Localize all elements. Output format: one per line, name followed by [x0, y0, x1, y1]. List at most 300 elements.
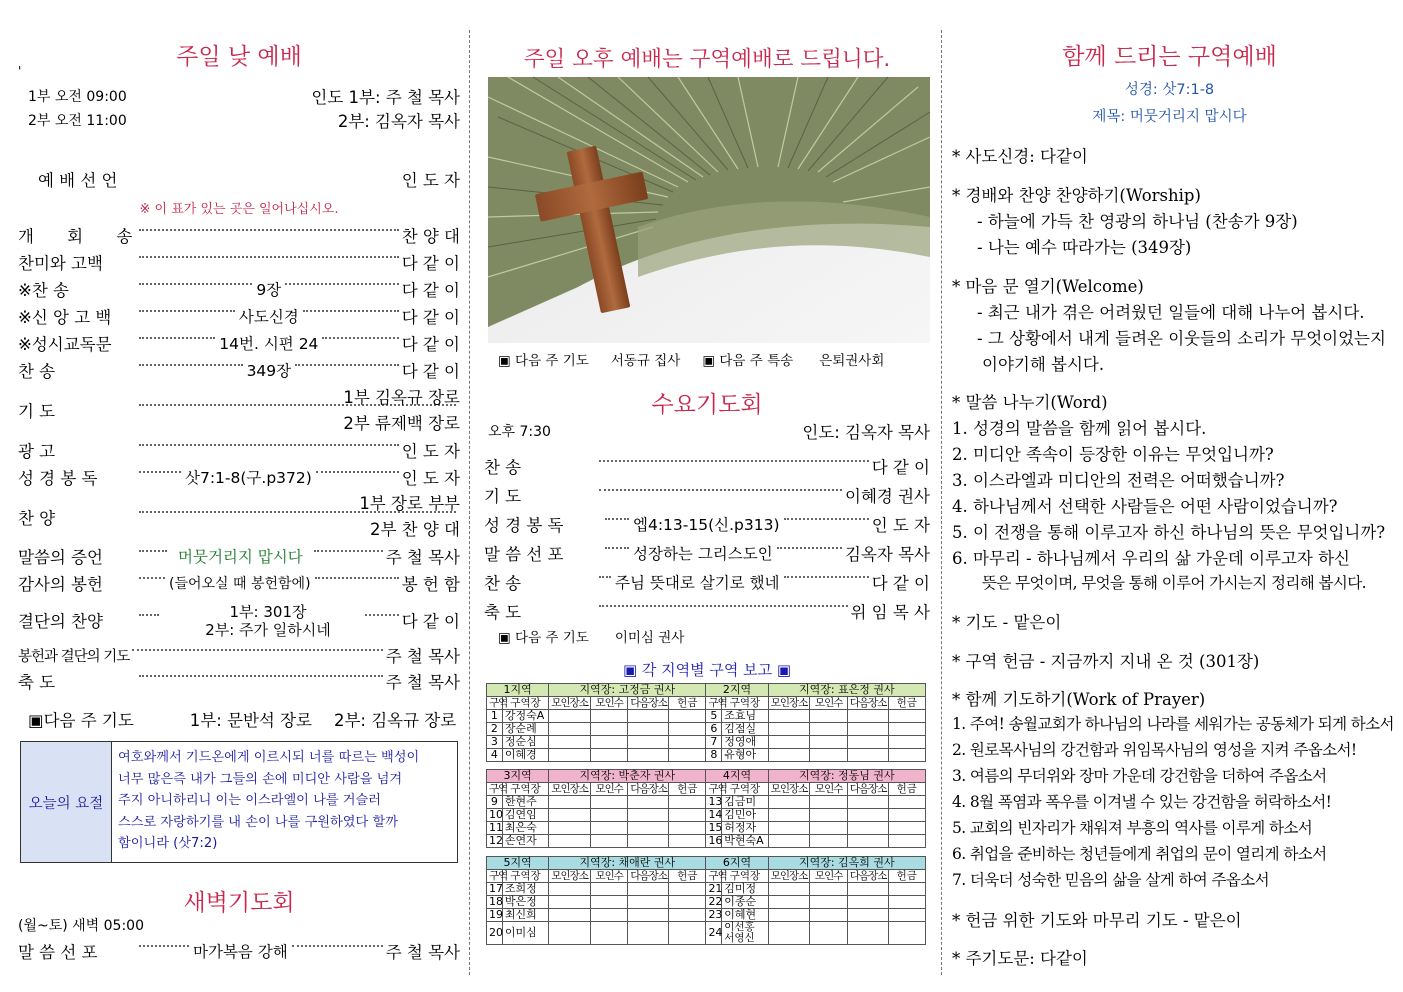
empty-cell: [768, 796, 810, 809]
order-item-right: 다 같 이: [401, 612, 460, 631]
wed-item-right: 이혜경 권사: [845, 487, 930, 506]
leader-dots: [605, 547, 629, 549]
empty-cell: [549, 710, 591, 723]
region-leader: 지역장: 표은정 권사: [768, 684, 925, 697]
empty-cell: [810, 796, 847, 809]
order-item-mid: 349장: [246, 362, 292, 380]
cell-leader: 최신희: [502, 909, 548, 922]
order-item-label: 결단의 찬양: [18, 612, 103, 631]
cell-leader: 손연자: [502, 835, 548, 848]
order-item-right: 다 같 이: [401, 308, 460, 327]
cell-leader: 정순심: [502, 736, 548, 749]
empty-cell: [888, 710, 925, 723]
next-week-special-label: ▣ 다음 주 특송: [702, 353, 794, 369]
cell-leader: 김민아: [722, 809, 768, 822]
column-header: 헌금: [669, 870, 706, 883]
leader-dots: [139, 577, 165, 579]
cell-worship-line: - 나는 예수 따라가는 (349장): [977, 238, 1192, 257]
order-item-right: 주 철 목사: [385, 673, 460, 692]
cell-worship-line: 2. 원로목사님의 강건함과 위임목사님의 영성을 지켜 주옵소서!: [952, 741, 1357, 759]
cell-leader: 조희정: [502, 883, 548, 896]
table-row: [487, 710, 926, 723]
empty-cell: [847, 883, 888, 896]
column-header: 구역장: [722, 783, 768, 796]
empty-cell: [591, 822, 628, 835]
empty-cell: [628, 710, 669, 723]
cell-leader: 박현숙A: [722, 835, 768, 848]
column-header: 모인수: [591, 870, 628, 883]
leader-dots: [139, 256, 399, 258]
order-item-right: 다 같 이: [401, 335, 460, 354]
order-item: [18, 644, 460, 666]
column-header: 구역장: [502, 697, 548, 710]
leader-dots: [784, 518, 869, 520]
wed-item-right: 김옥자 목사: [845, 545, 930, 564]
cross-palm-image: [488, 77, 930, 343]
column-header: 다음장소: [847, 783, 888, 796]
leader-dots: [777, 547, 842, 549]
today-verse-box: [20, 741, 458, 863]
empty-cell: [810, 736, 847, 749]
verse-line: 함이니라 (삿7:2): [118, 836, 218, 851]
empty-cell: [810, 809, 847, 822]
next-week-row: [484, 349, 930, 369]
order-item-label: 찬미와 고백: [18, 254, 103, 273]
leader-dots: [132, 649, 382, 651]
wed-item-label: 찬 송: [484, 574, 522, 593]
column-header: 모인수: [591, 783, 628, 796]
cell-worship-line: * 구역 헌금 - 지금까지 지내 온 것 (301장): [952, 652, 1260, 671]
empty-cell: [847, 809, 888, 822]
wed-item-label: 축 도: [484, 603, 522, 622]
cell-worship-line: * 기도 - 맡은이: [952, 613, 1062, 632]
anthem-right-2-row: [18, 518, 460, 538]
column-header: 구역장: [502, 870, 548, 883]
cell-number: 23: [706, 909, 722, 922]
empty-cell: [768, 922, 810, 945]
order-item-label: 성 경 봉 독: [18, 469, 98, 488]
order-item-right: 주 철 목사: [385, 548, 460, 567]
cell-number: 14: [706, 809, 722, 822]
cell-leader: 이혜경: [502, 749, 548, 762]
column-header: 구역: [706, 870, 722, 883]
cell-leader: 김점실: [722, 723, 768, 736]
column-header: 모인수: [810, 870, 847, 883]
wed-item-right: 다 같 이: [871, 458, 930, 477]
cell-number: 16: [706, 835, 722, 848]
service-leader-2: 2부: 김옥자 목사: [337, 112, 460, 131]
cell-leader: 장순례: [502, 723, 548, 736]
wed-item-label: 말 씀 선 포: [484, 545, 564, 564]
decision-mid-1: 1부: 301장: [229, 603, 307, 621]
empty-cell: [549, 909, 591, 922]
cell-worship-line: 6. 마무리 - 하나님께서 우리의 삶 가운데 이루고자 하신: [952, 549, 1350, 568]
empty-cell: [549, 896, 591, 909]
empty-cell: [810, 710, 847, 723]
wed-item-right: 다 같 이: [871, 574, 930, 593]
empty-cell: [549, 822, 591, 835]
scripture: 성경: 삿7:1-8: [1124, 82, 1215, 98]
empty-cell: [549, 749, 591, 762]
cell-leader: 김연임: [502, 809, 548, 822]
column-header: 다음장소: [628, 783, 669, 796]
wed-next-row: [484, 626, 930, 646]
empty-cell: [768, 736, 810, 749]
region-name: 4지역: [706, 770, 768, 783]
leader-dots: [139, 675, 383, 677]
region-leader: 지역장: 박춘자 권사: [549, 770, 706, 783]
cell-leader: 강정숙A: [502, 710, 548, 723]
region-table: [486, 856, 926, 945]
column-header: 모인수: [810, 783, 847, 796]
cell-worship-line: 3. 이스라엘과 미디안의 전력은 어떠했습니까?: [952, 471, 1285, 490]
empty-cell: [669, 723, 706, 736]
next-prayer-2: 2부: 김옥규 장로: [333, 711, 457, 730]
column-header: 모인장소: [549, 870, 591, 883]
column-header: 구역: [487, 697, 503, 710]
empty-cell: [591, 723, 628, 736]
empty-cell: [628, 835, 669, 848]
empty-cell: [628, 749, 669, 762]
prayer-right-2-row: [18, 412, 460, 432]
empty-cell: [847, 909, 888, 922]
empty-cell: [888, 835, 925, 848]
empty-cell: [591, 922, 628, 945]
empty-cell: [628, 796, 669, 809]
cell-number: 2: [487, 723, 503, 736]
cell-number: 18: [487, 896, 503, 909]
order-item-sermon: [18, 545, 460, 567]
wed-item-label: 기 도: [484, 487, 522, 506]
today-verse-text: [112, 742, 457, 862]
empty-cell: [669, 809, 706, 822]
cell-leader: 박은정: [502, 896, 548, 909]
order-item: [18, 305, 460, 327]
cell-number: 3: [487, 736, 503, 749]
order-item-label: 광 고: [18, 442, 56, 461]
empty-cell: [669, 796, 706, 809]
empty-cell: [810, 723, 847, 736]
order-header-right: 인 도 자: [401, 171, 460, 190]
empty-cell: [888, 723, 925, 736]
region-name: 1지역: [487, 684, 549, 697]
order-item: [18, 466, 460, 488]
empty-cell: [847, 896, 888, 909]
cell-number: 22: [706, 896, 722, 909]
next-week-prayer-name: 서동규 집사: [610, 353, 681, 369]
column-header: 헌금: [669, 783, 706, 796]
order-item-mid: (들어오실 때 봉헌함에): [169, 576, 311, 592]
order-item-label: 축 도: [18, 673, 56, 692]
empty-cell: [591, 883, 628, 896]
wednesday-info: [484, 420, 930, 442]
order-header: [18, 168, 460, 190]
cell-number: 6: [706, 723, 722, 736]
dawn-time: (월~토) 새벽 05:00: [18, 918, 144, 934]
column-header: 모인수: [810, 697, 847, 710]
order-item-label: 말씀의 증언: [18, 548, 103, 567]
order-item-label: 개 회 송: [18, 227, 147, 246]
empty-cell: [669, 710, 706, 723]
table-row: [487, 809, 926, 822]
sunday-service-title: 주일 낮 예배: [176, 44, 302, 70]
leader-dots: [322, 337, 398, 339]
cell-number: 15: [706, 822, 722, 835]
empty-cell: [549, 809, 591, 822]
empty-cell: [628, 822, 669, 835]
time-row-1: [18, 86, 460, 106]
leader-dots: [139, 444, 399, 446]
empty-cell: [810, 909, 847, 922]
region-name: 3지역: [487, 770, 549, 783]
next-week-prayer: [18, 708, 460, 730]
empty-cell: [549, 796, 591, 809]
empty-cell: [628, 896, 669, 909]
region-name: 6지역: [706, 857, 768, 870]
verse-line: 여호와께서 기드온에게 이르시되 너를 따르는 백성이: [118, 750, 420, 765]
cell-leader: 이혜현: [722, 909, 768, 922]
cell-leader: 이종순: [722, 896, 768, 909]
subject: 제목: 머뭇거리지 맙시다: [1092, 109, 1247, 125]
cell-number: 20: [487, 922, 503, 945]
order-item: [18, 332, 460, 354]
service-time-2: 2부 오전 11:00: [28, 113, 127, 129]
region-leader: 지역장: 채애란 권사: [549, 857, 706, 870]
order-item-label: ※찬 송: [18, 281, 69, 300]
empty-cell: [888, 809, 925, 822]
cell-worship-line: 6. 취업을 준비하는 청년들에게 취업의 문이 열리게 하소서: [952, 845, 1327, 863]
order-item-right: 주 철 목사: [385, 943, 460, 962]
column-header: 구역장: [722, 697, 768, 710]
wed-item: [484, 513, 930, 535]
next-week-special-name: 은퇴권사회: [819, 353, 885, 369]
empty-cell: [847, 922, 888, 945]
order-item-label: 감사의 봉헌: [18, 575, 103, 594]
empty-cell: [810, 749, 847, 762]
empty-cell: [768, 835, 810, 848]
wed-item: [484, 571, 930, 593]
empty-cell: [591, 896, 628, 909]
column-header: 모인장소: [549, 783, 591, 796]
empty-cell: [549, 736, 591, 749]
column-header: 모인장소: [768, 870, 810, 883]
verse-line: 스스로 자랑하기를 내 손이 나를 구원하였다 할까: [118, 814, 398, 830]
leader-dots: [599, 460, 869, 462]
cell-worship-line: * 주기도문: 다같이: [952, 949, 1088, 968]
order-item: [18, 251, 460, 273]
wed-item: [484, 600, 930, 622]
leader-dots: [292, 945, 383, 947]
anthem-right-1: 1부 장로 부부: [359, 494, 460, 513]
order-item-label: ※성시교독문: [18, 335, 112, 354]
prayer-right-1: 1부 김옥규 장로: [343, 388, 460, 407]
prayer-right-2: 2부 류제백 장로: [343, 414, 460, 433]
wed-item-label: 찬 송: [484, 458, 522, 477]
wed-item: [484, 542, 930, 564]
leader-dots: [139, 471, 181, 473]
table-row: [487, 749, 926, 762]
order-item: [18, 439, 460, 461]
column-header: 다음장소: [847, 697, 888, 710]
order-item-mid: 14번. 시편 24: [219, 335, 319, 353]
empty-cell: [847, 736, 888, 749]
cell-leader: 이선홍 서영신: [722, 922, 768, 945]
order-item-label: ※신 앙 고 백: [18, 308, 112, 327]
cell-leader: 유형아: [722, 749, 768, 762]
column-divider-1: [469, 30, 470, 975]
cell-number: 7: [706, 736, 722, 749]
leader-dots: [139, 337, 215, 339]
cell-worship-line: * 사도신경: 다같이: [952, 147, 1088, 166]
leader-dots: [605, 518, 629, 520]
cell-number: 11: [487, 822, 503, 835]
service-leader-1: 인도 1부: 주 철 목사: [311, 88, 460, 107]
cell-worship-line: 4. 8월 폭염과 폭우를 이겨낼 수 있는 강건함을 허락하소서!: [952, 793, 1332, 811]
empty-cell: [847, 749, 888, 762]
leader-dots: [139, 550, 167, 552]
cell-number: 10: [487, 809, 503, 822]
table-row: [487, 822, 926, 835]
cell-worship-line: * 말씀 나누기(Word): [952, 393, 1108, 412]
column-header: 헌금: [888, 870, 925, 883]
empty-cell: [669, 883, 706, 896]
empty-cell: [768, 723, 810, 736]
table-row: [487, 835, 926, 848]
wednesday-time: 오후 7:30: [488, 424, 551, 440]
leader-dots: [139, 229, 399, 231]
order-item-label: 말 씀 선 포: [18, 943, 98, 962]
stand-note: ※ 이 표가 있는 곳은 일어나십시오.: [139, 202, 339, 217]
column-header: 구역: [487, 870, 503, 883]
region-leader: 지역장: 김옥희 권사: [768, 857, 925, 870]
cell-number: 9: [487, 796, 503, 809]
empty-cell: [549, 883, 591, 896]
time-row-2: [18, 110, 460, 130]
region-leader: 지역장: 고정금 권사: [549, 684, 706, 697]
cell-number: 5: [706, 710, 722, 723]
column-header: 구역: [487, 783, 503, 796]
empty-cell: [628, 723, 669, 736]
empty-cell: [888, 922, 925, 945]
column-header: 모인장소: [768, 783, 810, 796]
cell-number: 19: [487, 909, 503, 922]
cell-leader: 김미정: [722, 883, 768, 896]
cell-worship-line: 2. 미디안 족속이 등장한 이유는 무엇입니까?: [952, 445, 1274, 464]
empty-cell: [810, 883, 847, 896]
cell-worship-line: 7. 더욱더 성숙한 믿음의 삶을 살게 하여 주옵소서: [952, 871, 1269, 889]
empty-cell: [669, 835, 706, 848]
order-item-label: 찬 송: [18, 362, 56, 381]
empty-cell: [628, 736, 669, 749]
order-item-label: 봉헌과 결단의 기도: [18, 648, 130, 665]
cell-worship-line: * 경배와 찬양 찬양하기(Worship): [952, 186, 1201, 205]
cell-worship-line: 1. 성경의 말씀을 함께 읽어 봅시다.: [952, 419, 1207, 438]
column-header: 다음장소: [628, 870, 669, 883]
today-verse-label: 오늘의 요절: [21, 742, 112, 862]
empty-cell: [810, 896, 847, 909]
cell-worship-line: - 하늘에 가득 찬 영광의 하나님 (찬송가 9장): [977, 212, 1298, 231]
leader-dots: [599, 605, 848, 607]
verse-line: 주지 아니하리니 이는 이스라엘이 나를 거슬러: [118, 793, 382, 808]
next-prayer-1: 1부: 문반석 장로: [189, 711, 312, 730]
tick-mark: ': [18, 64, 22, 78]
order-item-right: 다 같 이: [401, 281, 460, 300]
leader-dots: [314, 550, 383, 552]
empty-cell: [591, 835, 628, 848]
cell-leader: 정영애: [722, 736, 768, 749]
empty-cell: [628, 922, 669, 945]
order-item: [18, 278, 460, 300]
cross-palm-illustration: [488, 77, 930, 343]
empty-cell: [888, 909, 925, 922]
afternoon-title: 주일 오후 예배는 구역예배로 드립니다.: [523, 47, 891, 72]
order-item-label: 찬 양: [18, 509, 56, 528]
empty-cell: [768, 883, 810, 896]
next-prayer-label: ▣다음 주 기도: [28, 711, 134, 730]
cell-number: 4: [487, 749, 503, 762]
empty-cell: [847, 796, 888, 809]
dawn-item: [18, 940, 460, 962]
order-item-right: 인 도 자: [401, 442, 460, 461]
leader-dots: [139, 364, 243, 366]
leader-dots: [139, 310, 235, 312]
cell-leader: 한현주: [502, 796, 548, 809]
order-item: [18, 670, 460, 692]
region-leader: 지역장: 정동님 권사: [768, 770, 925, 783]
order-item-mid: 9장: [256, 281, 282, 299]
wed-item: [484, 455, 930, 477]
table-row: [487, 896, 926, 909]
column-header: 구역장: [502, 783, 548, 796]
table-row: [487, 922, 926, 945]
empty-cell: [810, 922, 847, 945]
cell-worship-line: 5. 교회의 빈자리가 채워져 부흥의 역사를 이루게 하소서: [952, 819, 1313, 837]
cell-worship-line: * 함께 기도하기(Work of Prayer): [952, 690, 1206, 709]
leader-dots: [303, 310, 399, 312]
table-row: [487, 796, 926, 809]
table-row: [487, 736, 926, 749]
region-table: [486, 769, 926, 848]
empty-cell: [888, 822, 925, 835]
empty-cell: [669, 896, 706, 909]
cell-leader: 조효님: [722, 710, 768, 723]
service-time-1: 1부 오전 09:00: [28, 89, 127, 105]
region-name: 2지역: [706, 684, 768, 697]
wed-item-right: 인 도 자: [871, 516, 930, 535]
cell-worship-title: 함께 드리는 구역예배: [1062, 44, 1277, 70]
empty-cell: [847, 710, 888, 723]
column-header: 구역장: [722, 870, 768, 883]
wed-item: [484, 484, 930, 506]
empty-cell: [628, 883, 669, 896]
column-header: 헌금: [669, 697, 706, 710]
region-report-title: ▣ 각 지역별 구역 보고 ▣: [622, 661, 792, 679]
leader-dots: [365, 614, 399, 616]
empty-cell: [847, 822, 888, 835]
empty-cell: [669, 822, 706, 835]
column-header: 모인장소: [768, 697, 810, 710]
empty-cell: [669, 909, 706, 922]
cell-worship-line: 5. 이 전쟁을 통해 이루고자 하신 하나님의 뜻은 무엇입니까?: [952, 523, 1386, 542]
verse-line: 너무 많은즉 내가 그들의 손에 미디안 사람을 넘겨: [118, 771, 403, 787]
order-item-right: 봉 헌 함: [401, 575, 460, 594]
cell-number: 24: [706, 922, 722, 945]
cell-number: 17: [487, 883, 503, 896]
empty-cell: [591, 909, 628, 922]
wed-next-name: 이미심 권사: [614, 630, 685, 646]
empty-cell: [591, 796, 628, 809]
wed-item-label: 성 경 봉 독: [484, 516, 564, 535]
